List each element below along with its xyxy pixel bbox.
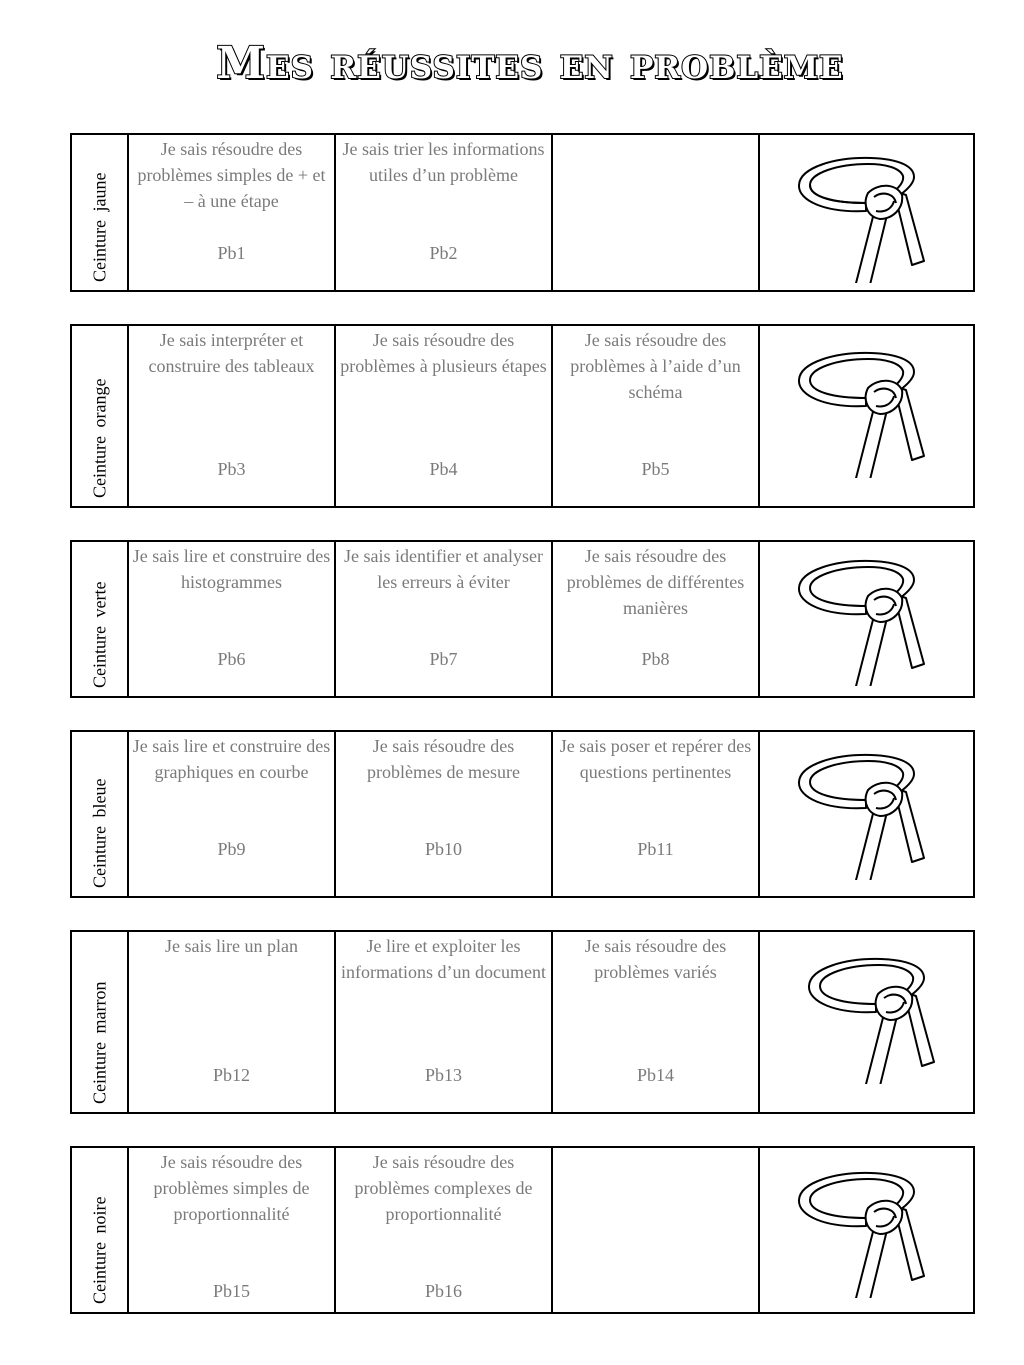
skill-code: Pb14 [636,1065,674,1085]
belt-icon [796,1168,936,1298]
skill-cell [128,325,335,507]
skill-cell [552,731,759,897]
belt-icon [796,153,936,283]
skill-cell [552,1147,759,1313]
belt-icon [796,750,936,880]
belt-label: Ceinture noire [89,1196,109,1304]
skill-code: Pb11 [637,839,674,859]
belt-label: Ceinture orange [89,378,109,498]
skill-cell [335,1147,552,1313]
skill-code: Pb8 [641,649,670,669]
skill-text: Je sais résoudre des problèmes de différentes manières [566,546,745,618]
belt-label: Ceinture bleue [89,778,109,888]
belt-image-cell [759,134,974,291]
skill-text: Je sais résoudre des problèmes simples de proportionnalité [153,1152,310,1224]
skill-text: Je sais résoudre des problèmes de mesure [367,736,520,782]
skill-code: Pb7 [429,649,458,669]
skill-code: Pb3 [217,459,246,479]
belt-table-black [70,1146,975,1314]
skill-code: Pb10 [424,839,462,859]
skill-cell [335,134,552,291]
skill-text: Je sais résoudre des problèmes variés [584,936,727,982]
skill-text: Je sais lire et construire des graphiques en courbe [132,736,331,782]
page-title: Mes réussites en problème [216,38,844,89]
skill-cell [335,731,552,897]
belt-label-cell [71,325,128,507]
skill-cell [335,931,552,1113]
belt-label-cell [71,134,128,291]
skill-text: Je sais lire un plan [165,936,298,956]
skill-text: Je sais résoudre des problèmes à l’aide d’un schéma [570,330,741,402]
skill-text: Je lire et exploiter les informations d’un document [341,936,546,982]
belt-label-cell [71,931,128,1113]
skill-text [553,135,758,136]
skill-text: Je sais poser et repérer des questions pertinentes [559,736,752,782]
belt-label-cell [71,731,128,897]
skill-text: Je sais identifier et analyser les erreurs à éviter [344,546,543,592]
skill-cell [552,931,759,1113]
belt-table-yellow [70,133,975,292]
skill-cell [128,731,335,897]
skill-code: Pb1 [217,243,246,263]
belt-table-green [70,540,975,698]
skill-code: Pb13 [424,1065,462,1085]
skill-code: Pb4 [429,459,458,479]
belt-table-brown [70,930,975,1114]
belt-table-orange [70,324,975,508]
skill-text: Je sais résoudre des problèmes simples de + et – à une étape [137,139,326,211]
skill-text: Je sais interpréter et construire des tableaux [148,330,315,376]
skill-code: Pb5 [641,459,670,479]
belt-icon [796,556,936,686]
skill-cell [552,325,759,507]
skill-text: Je sais résoudre des problèmes à plusieurs étapes [340,330,547,376]
belt-image-cell [759,931,974,1113]
belt-image-cell [759,731,974,897]
skill-code: Pb15 [212,1281,250,1301]
skill-code: Pb2 [429,243,458,263]
skill-code: Pb9 [217,839,246,859]
skill-cell [552,134,759,291]
belt-label: Ceinture marron [89,981,109,1104]
belt-label-cell [71,541,128,697]
belt-table-blue [70,730,975,898]
skill-text: Je sais résoudre des problèmes complexes de proportionnalité [354,1152,533,1224]
skill-code: Pb12 [212,1065,250,1085]
skill-cell [552,541,759,697]
skill-cell [335,541,552,697]
belt-label: Ceinture verte [89,581,109,688]
belt-label: Ceinture jaune [89,172,109,282]
belt-label-cell [71,1147,128,1313]
skill-text: Je sais lire et construire des histogrammes [132,546,331,592]
skill-cell [128,1147,335,1313]
skill-code: Pb6 [217,649,246,669]
skill-cell [128,541,335,697]
skill-code: Pb16 [424,1281,462,1301]
skill-cell [128,931,335,1113]
belt-image-cell [759,541,974,697]
skill-text [553,1148,758,1149]
skill-cell [335,325,552,507]
belt-icon [796,348,936,478]
belt-image-cell [759,1147,974,1313]
skill-text: Je sais trier les informations utiles d’un problème [342,139,545,185]
belt-image-cell [759,325,974,507]
skill-cell [128,134,335,291]
belt-icon [806,954,946,1084]
